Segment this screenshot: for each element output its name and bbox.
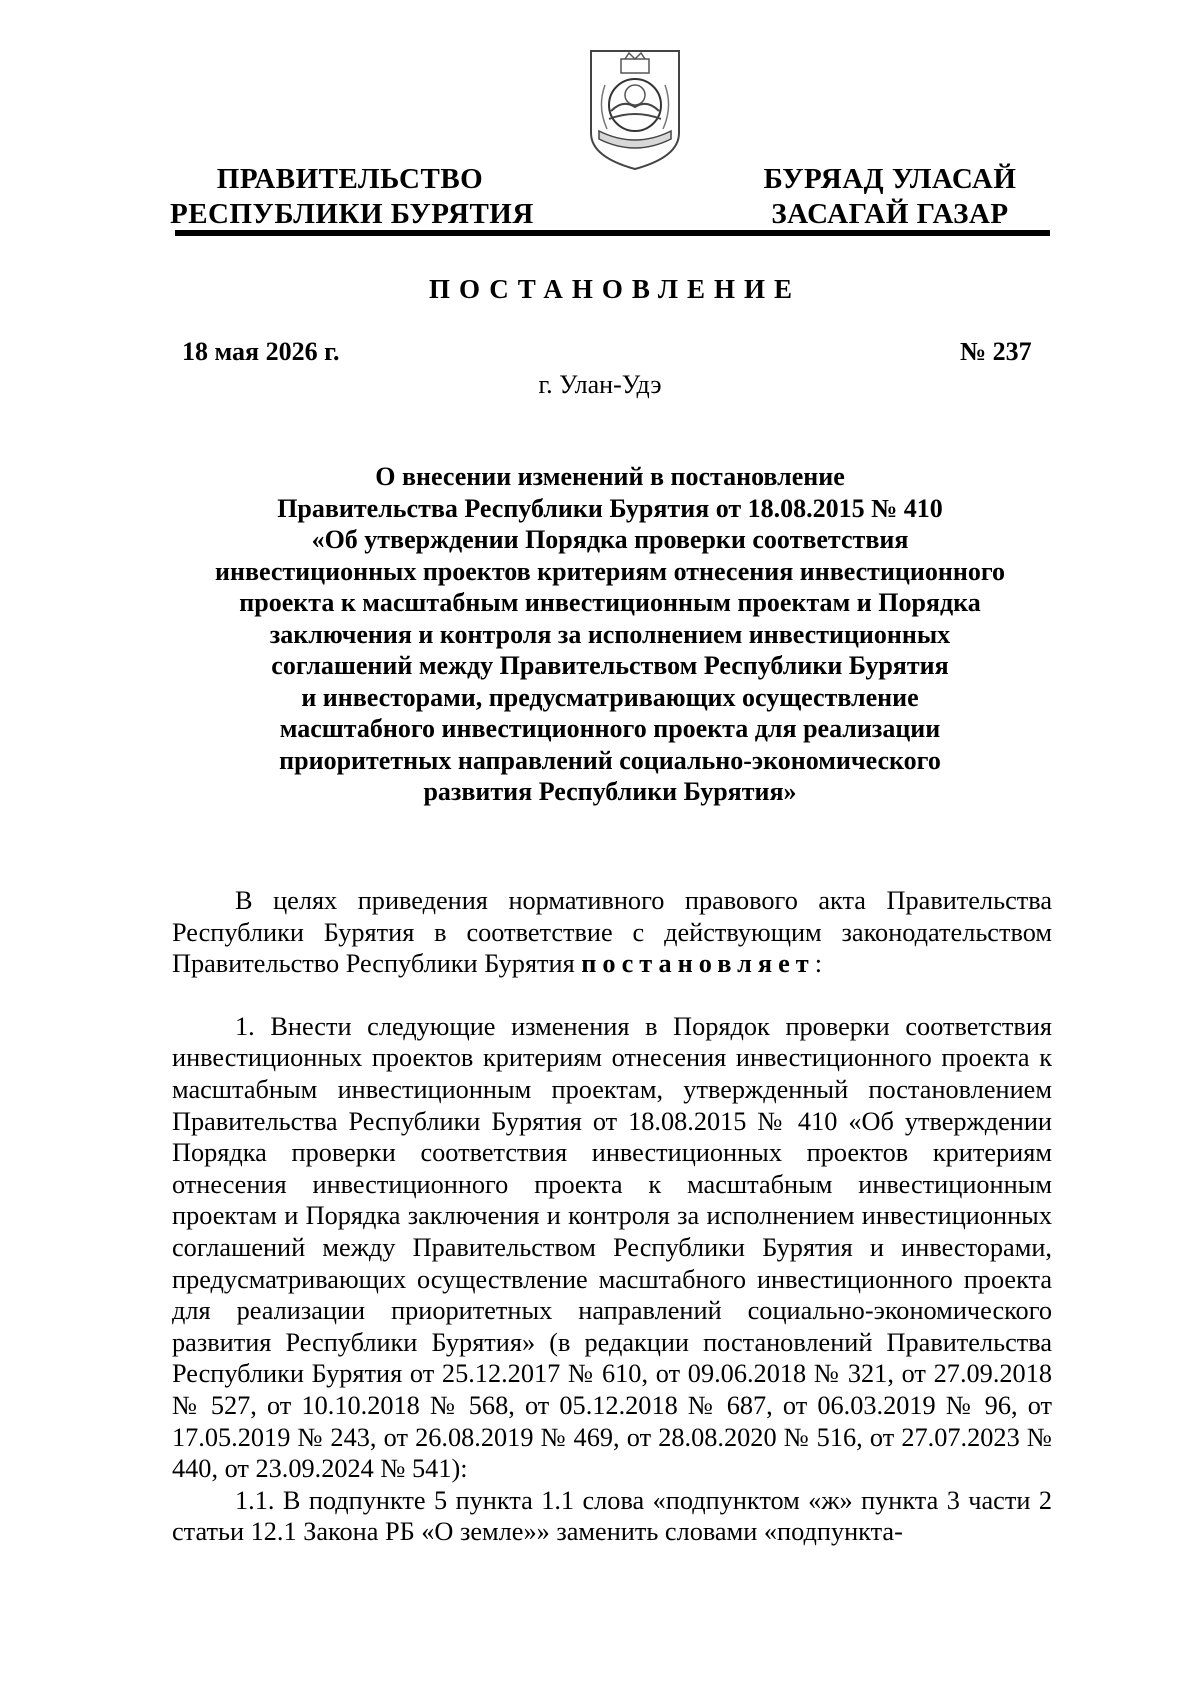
item-1-paragraph: 1. Внести следующие изменения в Порядок проверки соответствия инвестиционных проектов критериям отнесения инвестиционного проекта к масштабным инвестиционным проектам, утвержденный постановлением Правительства Республики Бурятия от 18.08.2015 № 410 «Об утверждении Порядка проверки соответствия инвестиционных проектов критериям отнесения инвестиционного проекта к масштабным инвестиционным проектам и Порядка заключения и контроля за исполнением инвестиционных соглашений между Правительством Республики Бурятия и инвесторами, предусматривающих осуществление масштабного инвестиционного проекта для реализации приоритетных направлений социально-экономического развития Республики Бурятия» (в редакции постановлений Правительства Республики Бурятия от 25.12.2017 № 610, от 09.06.2018 № 321, от 27.09.2018 № 527, от 10.10.2018 № 568, от 05.12.2018 № 687, от 06.03.2019 № 96, от 17.05.2019 № 243, от 26.08.2019 № 469, от 28.08.2020 № 516, от 27.07.2023 № 440, от 23.09.2024 № 541):	[172, 1011, 1052, 1484]
document-date: 18 мая 2026 г.	[182, 337, 340, 366]
preamble-text: В целях приведения нормативного правового акта Правительства Республики Бурятия в соответствие с действующим законодательством Правительство Республики Бурятия	[172, 886, 1052, 979]
title-line: О внесении изменений в постановление	[375, 462, 845, 491]
org-name-russian-line1: ПРАВИТЕЛЬСТВО	[216, 163, 484, 195]
org-name-buryat	[740, 162, 1040, 232]
org-name-buryat-line2: ЗАСАГАЙ ГАЗАР	[771, 198, 1009, 230]
title-line: приоритетных направлений социально-экономического	[279, 745, 941, 775]
title-line: заключения и контроля за исполнением инвестиционных	[269, 619, 951, 649]
org-name-russian-line2: РЕСПУБЛИКИ БУРЯТИЯ	[170, 198, 534, 230]
org-name-buryat-line1: БУРЯАД УЛАСАЙ	[763, 163, 1017, 195]
header-divider	[175, 230, 1050, 236]
title-line: соглашений между Правительством Республики Бурятия	[271, 651, 949, 680]
title-line: «Об утверждении Порядка проверки соответствия	[311, 525, 909, 554]
coat-of-arms-emblem-icon	[585, 45, 685, 173]
document-number: № 237	[960, 337, 1032, 366]
preamble-tail: :	[814, 949, 823, 979]
document-city: г. Улан-Удэ	[538, 370, 662, 399]
title-line: проекта к масштабным инвестиционным проектам и Порядка	[239, 588, 981, 617]
title-line: инвестиционных проектов критериям отнесения инвестиционного	[214, 556, 1006, 586]
item-1-1-paragraph: 1.1. В подпункте 5 пункта 1.1 слова «подпунктом «ж» пункта 3 части 2 статьи 12.1 Закона РБ «О земле»» заменить словами «подпункта-	[172, 1485, 1052, 1547]
title-line: Правительства Республики Бурятия от 18.08.2015 № 410	[277, 493, 943, 523]
document-body	[172, 885, 1052, 1548]
preamble-paragraph	[172, 885, 1052, 980]
preamble-decree-word: постановляет	[581, 949, 815, 979]
title-line: масштабного инвестиционного проекта для реализации	[279, 714, 941, 743]
document-type: ПОСТАНОВЛЕНИЕ	[428, 274, 802, 304]
org-name-russian	[170, 162, 534, 232]
title-line: развития Республики Бурятия»	[423, 777, 797, 806]
title-line: и инвесторами, предусматривающих осуществление	[301, 682, 919, 712]
document-title	[170, 461, 1050, 808]
